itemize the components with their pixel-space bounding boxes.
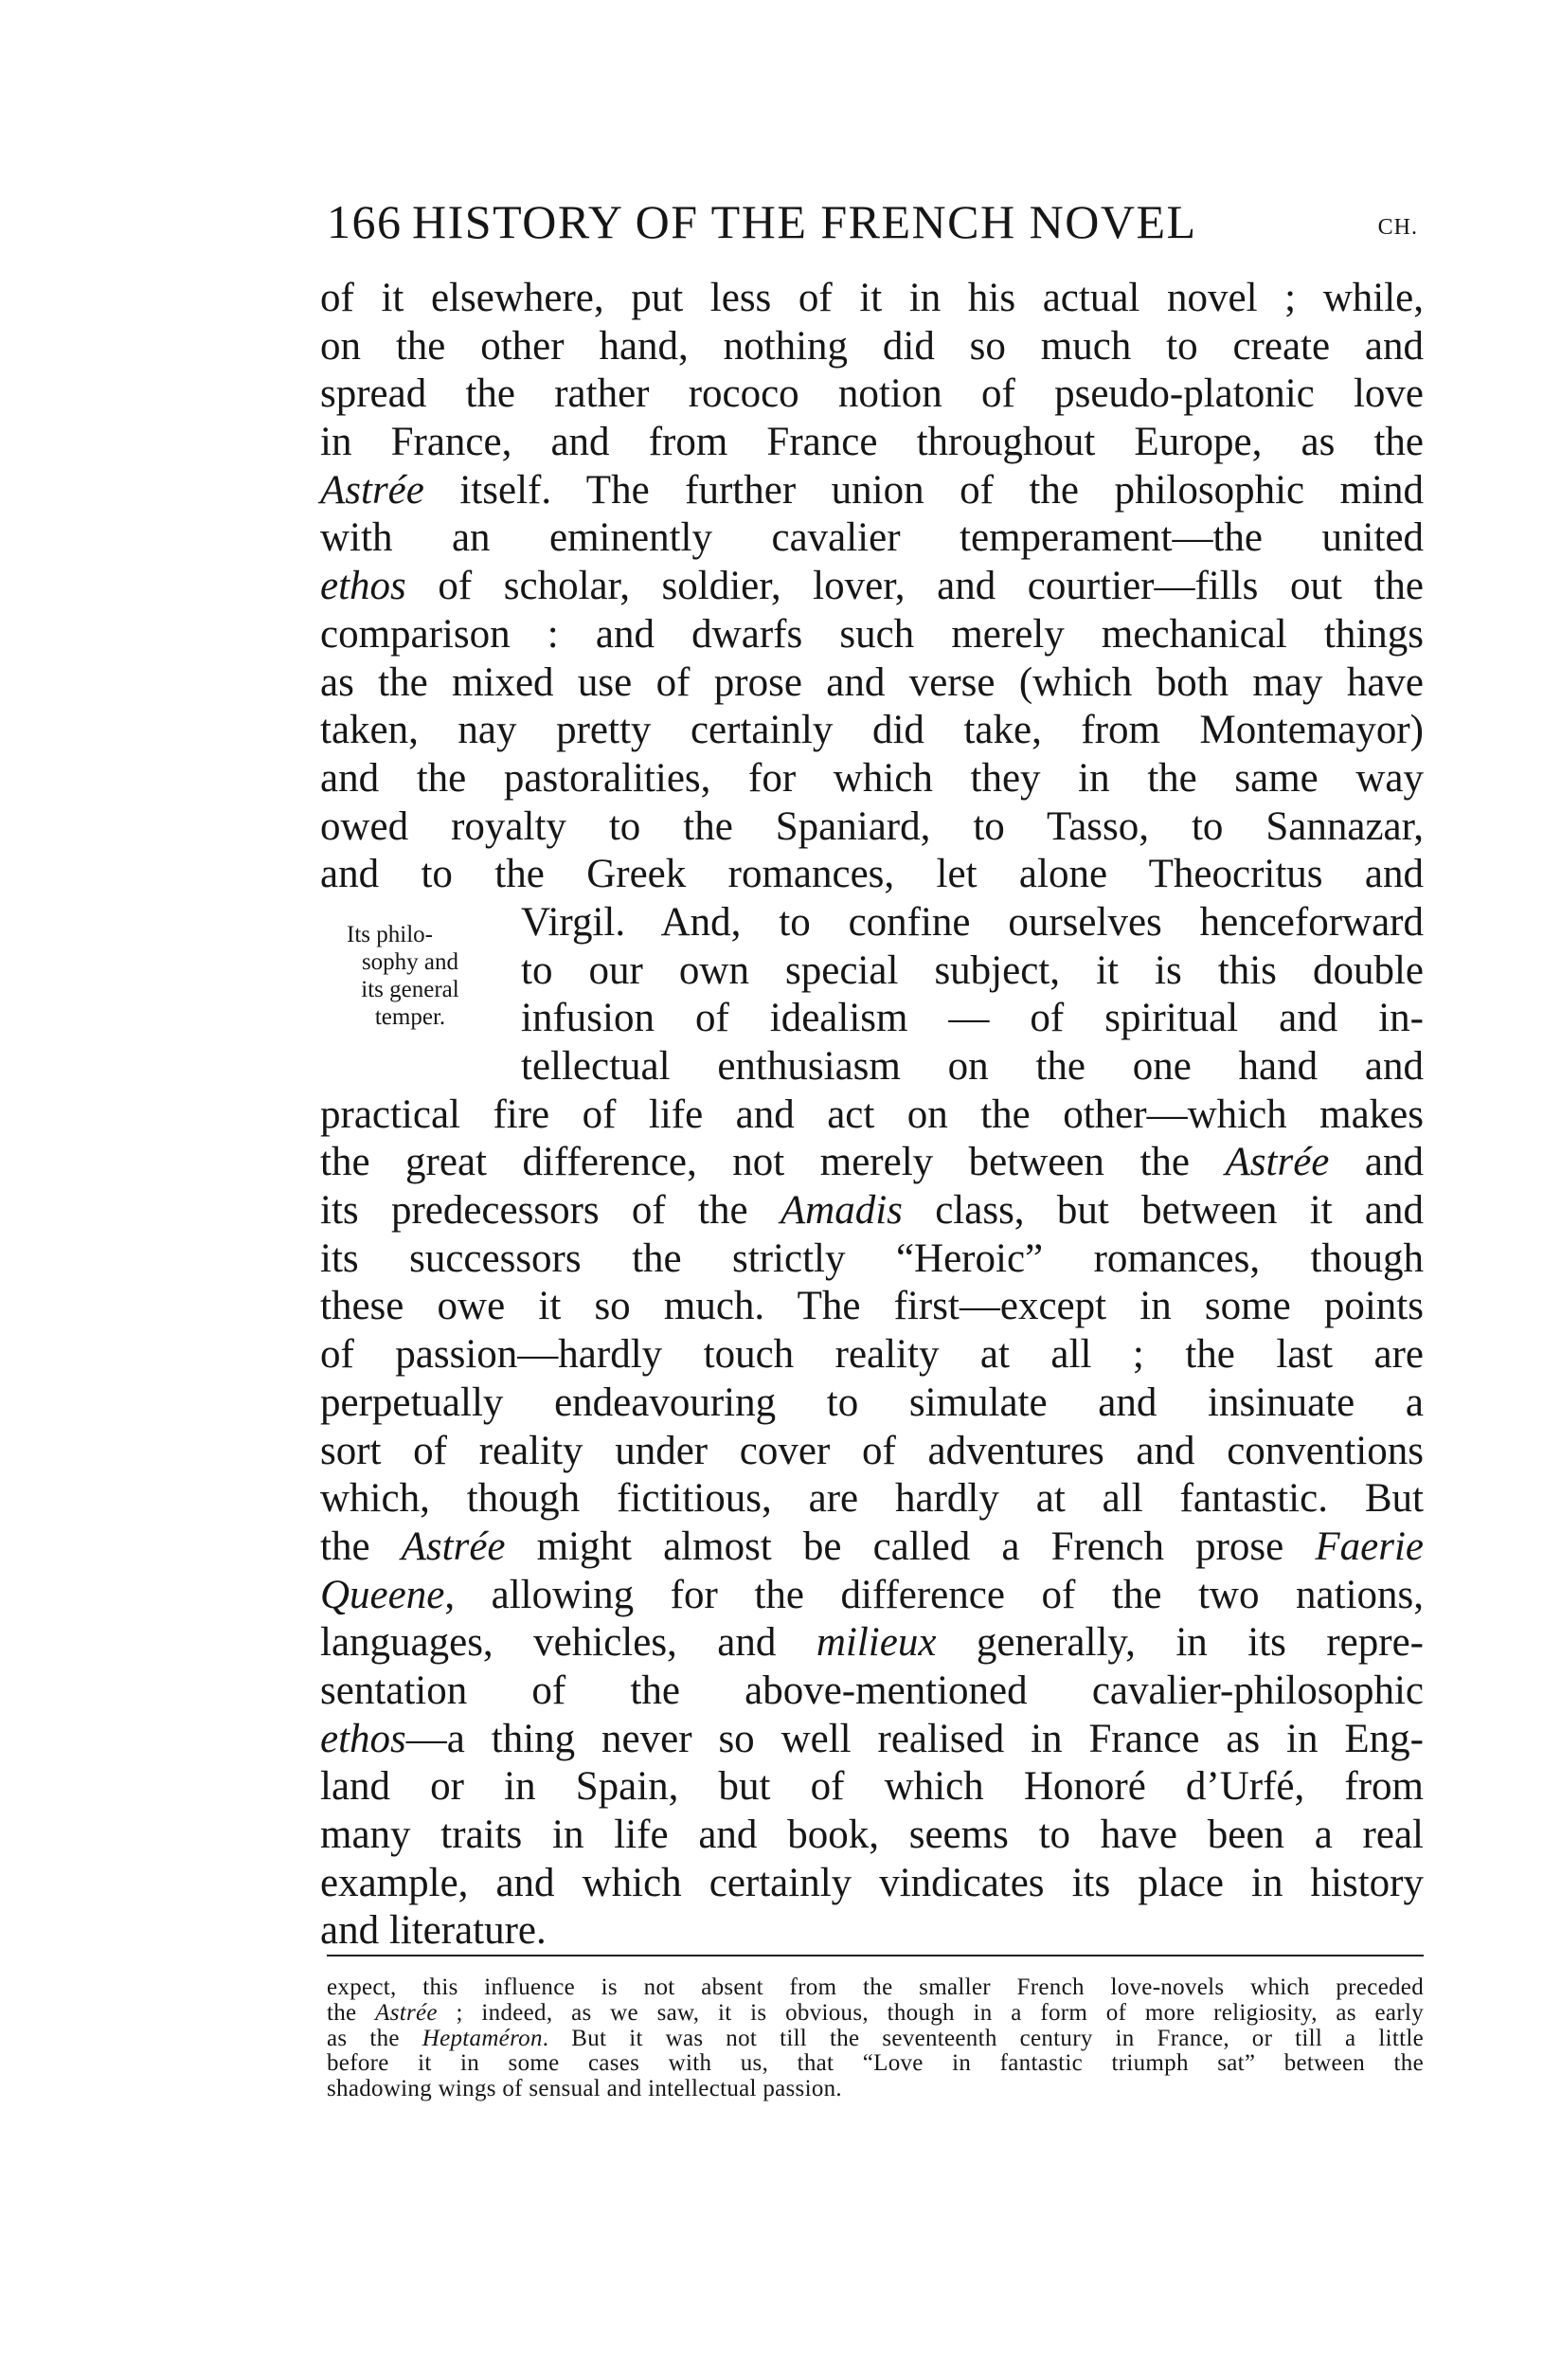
text-run: land or in Spain, but of which Honoré d’Urfé, from [320,1764,1424,1810]
text-line [320,1812,1424,1860]
text-line [320,851,1424,899]
text-run: on the other hand, nothing did so much to create and [320,323,1424,369]
text-line [320,1524,1424,1572]
text-line [320,370,1424,419]
text-run: before it in some cases with us, that “Love in fantastic triumph sat” between the [327,2050,1424,2077]
text-run: these owe it so much. The first—except in some points [320,1284,1424,1329]
italic-text: Heptaméron [422,2025,543,2051]
text-run: and literature. [320,1908,547,1954]
text-line [320,563,1424,611]
footnote-line [327,2027,1424,2052]
text-run: sort of reality under cover of adventures and conventions [320,1428,1424,1473]
text-run: languages, vehicles, and [320,1620,816,1666]
text-line [320,1139,1424,1187]
text-run: and [1329,1140,1424,1185]
text-run: of scholar, soldier, lover, and courtier—fills out the [405,564,1424,609]
text-line [320,1091,1424,1140]
text-line [320,1619,1424,1668]
italic-text: ethos [320,1716,406,1761]
text-line [320,1043,1424,1091]
marginal-note-line: temper. [374,1004,446,1030]
text-run: the great difference, not merely between the [320,1140,1226,1185]
italic-text: Amadis [780,1188,903,1234]
text-run: the [320,1524,402,1569]
text-run: generally, in its repre- [936,1620,1424,1666]
running-head [327,194,1424,261]
text-line [320,1860,1424,1908]
text-run: of it elsewhere, put less of it in his actual novel ; while, [320,276,1424,320]
text-line [320,611,1424,659]
text-line [320,419,1424,467]
text-line [320,659,1424,708]
italic-text: Astrée [320,467,424,513]
italic-text: Faerie [1315,1524,1424,1569]
text-line [320,1572,1424,1620]
text-line [320,803,1424,852]
text-line [320,514,1424,563]
text-run: with an eminently cavalier temperament—the united [320,515,1424,561]
text-line [320,1235,1424,1284]
text-run: of passion—hardly touch reality at all ; the last are [320,1332,1424,1378]
text-run: . But it was not till the seventeenth century in France, or till a little [542,2025,1425,2051]
text-run: itself. The further union of the philosophic mind [423,467,1424,513]
text-run: in France, and from France throughout Europe, as the [320,420,1424,465]
text-run: and the pastoralities, for which they in the same way [320,755,1424,801]
text-line [320,1475,1424,1524]
text-line [320,1428,1424,1476]
text-run: practical fire of life and act on the other—which makes [320,1091,1424,1137]
text-line [320,1716,1424,1764]
footnote [327,1975,1424,2102]
text-line [320,323,1424,371]
italic-text: milieux [816,1620,937,1666]
text-line [320,899,1424,947]
text-run: which, though fictitious, are hardly at all fantastic. But [320,1476,1424,1522]
text-run: ; indeed, as we saw, it is obvious, though in a form of more religiosity, as early [437,1999,1424,2026]
text-run: taken, nay pretty certainly did take, from Montemayor) [320,708,1424,753]
text-run: the [327,1999,376,2026]
text-line [320,1668,1424,1716]
chapter-mark: CH. [1377,215,1418,240]
running-title: HISTORY OF THE FRENCH NOVEL [412,195,1197,248]
marginal-note-line: sophy and [361,949,459,975]
text-run: sentation of the above-mentioned cavalier-philosophic [320,1668,1424,1713]
text-line [320,1763,1424,1812]
text-line [320,707,1424,755]
text-line [320,1331,1424,1379]
text-line [320,1379,1424,1428]
text-run: spread the rather rococo notion of pseudo-platonic love [320,371,1424,417]
footnote-rule [327,1955,1424,1956]
page-number: 166 [327,195,403,248]
text-line [320,467,1424,515]
text-run: shadowing wings of sensual and intellectual passion. [327,2076,842,2102]
text-run: perpetually endeavouring to simulate and insinuate a [320,1379,1424,1425]
text-line [320,1907,1424,1956]
footnote-line [327,1975,1424,2001]
text-run: as the mixed use of prose and verse (which both may have [320,659,1424,705]
text-run: its successors the strictly “Heroic” romances, though [320,1235,1424,1281]
text-run: infusion of idealism — of spiritual and in- [521,996,1424,1041]
text-run: as the [327,2025,422,2051]
text-line [320,995,1424,1043]
italic-text: Astrée [375,1999,438,2026]
marginal-note-line: its general [361,977,459,1002]
text-line [320,1283,1424,1331]
text-run: expect, this influence is not absent from the smaller French love-novels which preceded [327,1974,1424,2000]
text-line [320,755,1424,803]
body-text [320,275,1424,1956]
text-run: example, and which certainly vindicates its place in history [320,1860,1424,1905]
text-line [320,1187,1424,1235]
text-line [320,275,1424,323]
italic-text: Astrée [401,1524,506,1569]
text-run: —a thing never so well realised in France as in Eng- [405,1716,1424,1761]
text-run: might almost be called a French prose [505,1524,1316,1569]
text-run: to our own special subject, it is this double [521,947,1424,993]
text-run: Virgil. And, to confine ourselves henceforward [521,899,1424,945]
text-run: and to the Greek romances, let alone Theocritus and [320,852,1424,897]
marginal-note-line: Its philo- [347,922,433,947]
italic-text: ethos [320,564,406,609]
text-run: , allowing for the difference of the two nations, [444,1572,1424,1617]
text-run: class, but between it and [902,1188,1424,1234]
footnote-line [327,2051,1424,2077]
text-run: its predecessors of the [320,1188,780,1234]
footnote-line [327,2001,1424,2027]
text-run: many traits in life and book, seems to have been a real [320,1812,1424,1857]
text-run: comparison : and dwarfs such merely mechanical things [320,611,1424,657]
text-line [320,947,1424,996]
text-run: tellectual enthusiasm on the one hand and [521,1044,1424,1089]
footnote-line [327,2077,1424,2102]
text-run: owed royalty to the Spaniard, to Tasso, to Sannazar, [320,803,1424,849]
italic-text: Queene [320,1572,445,1617]
italic-text: Astrée [1225,1140,1330,1185]
